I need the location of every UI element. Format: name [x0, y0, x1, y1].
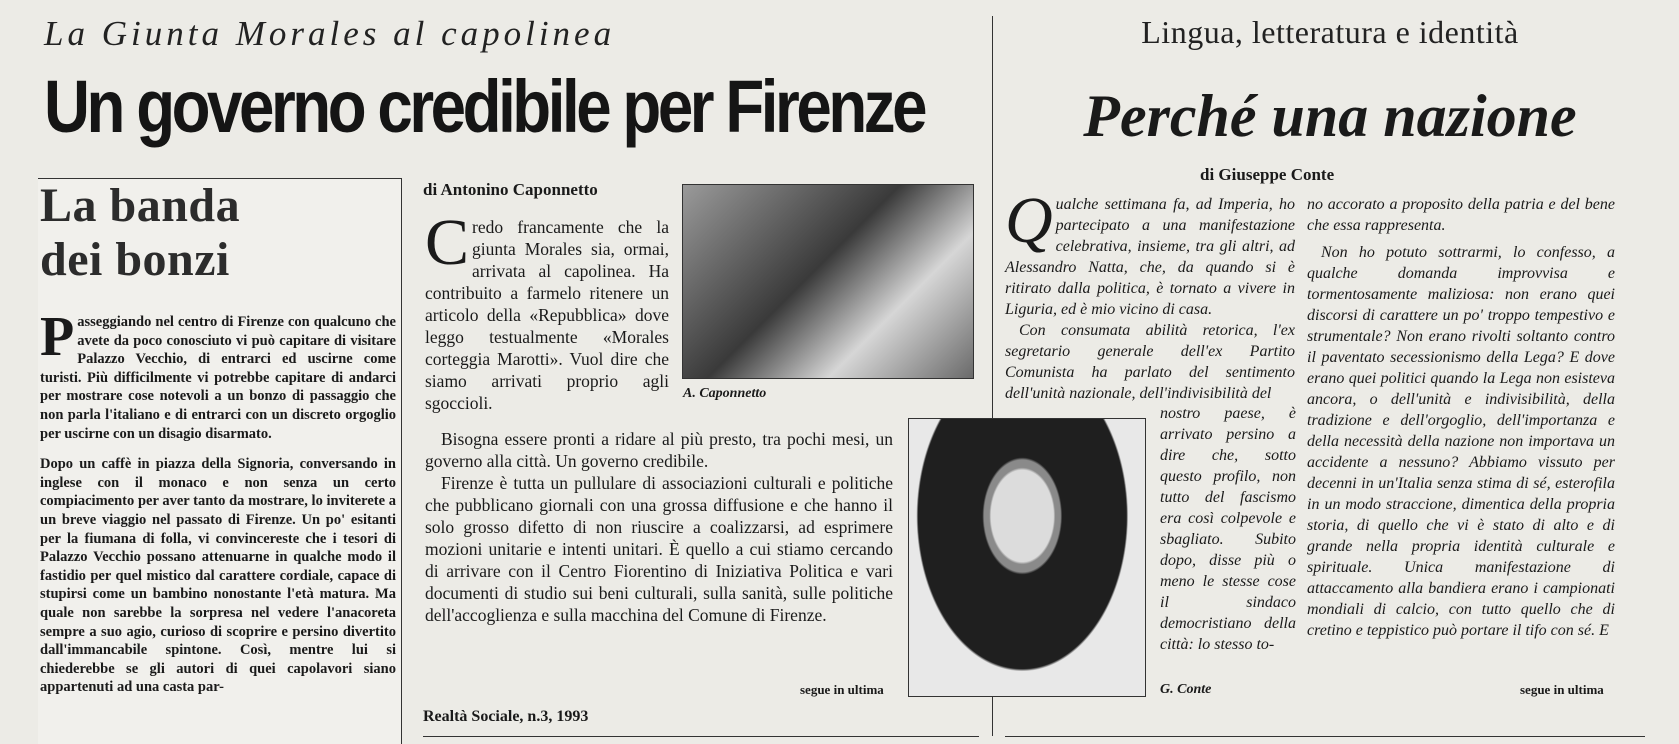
left-headline: Un governo credibile per Firenze — [44, 65, 925, 148]
sidebar-title-line2: dei bonzi — [40, 233, 230, 286]
caponnetto-caption: A. Caponnetto — [683, 386, 767, 401]
middle-paragraph-1: redo francamente che la giunta Morales sia, ormai, arrivata al capolinea. Ha contribuito a farmelo ritenere un articolo della «Repubblica» dove leggo testualmente «Morales corteggia Marotti». Vuol dire che siamo arrivati proprio agli sgoccioli. — [425, 217, 669, 413]
right-paragraph-2-cont: nostro paese, è arrivato persino a dire che, sotto questo profilo, non tutto del fascismo era così colpevole e sbagliato. Subito dopo, disse più o meno le stesse cose il sindaco democristiano della città: lo stesso to- — [1160, 405, 1296, 653]
middle-intro — [425, 206, 669, 414]
right-continued: segue in ultima — [1520, 682, 1604, 697]
right-kicker: Lingua, letteratura e identità — [1141, 14, 1519, 50]
right-byline: di Giuseppe Conte — [1200, 165, 1335, 184]
right-dropcap: Q — [1005, 184, 1053, 257]
middle-body — [425, 428, 893, 626]
source-note: Realtà Sociale, n.3, 1993 — [423, 708, 589, 725]
right-col2-paragraph-2: Non ho potuto sottrarmi, lo confesso, a qualche domanda improvvisa e tormentosamente maliziosa: non erano quei discorsi di carattere un po' troppo tempestivo e strumentale? Non erano rivolti soltanto contro il paventato secessionismo della Lega? E dove erano quei politici quando la Lega non esisteva ancora, o dell'unità e indivisibilità, della tradizione e dell'orgoglio, dell'importanza e della necessità della nazione non importava un accidente a nessuno? Abbiamo vissuto per decenni in un'Italia senza stima di sé, esterofila in un modo straccione, dimentica della propria storia, di quello che vi è stato di alto e di grande nella propria identità culturale e spirituale. Unica manifestazione di attaccamento alla bandiera erano i campionati mondiali di calcio, con tutto quello che di cretino e teppistico può portare il tifo con sé. E — [1307, 244, 1615, 639]
right-column-2 — [1307, 194, 1615, 647]
right-col2-paragraph-1: no accorato a proposito della patria e del bene che essa rappresenta. — [1307, 196, 1615, 234]
right-column-1 — [1005, 184, 1295, 404]
caponnetto-photo — [682, 184, 974, 379]
bottom-rule-middle — [423, 736, 979, 737]
middle-paragraph-2: Bisogna essere pronti a ridare al più presto, tra pochi mesi, un governo alla città. Un governo credibile. — [425, 429, 893, 471]
middle-byline: di Antonino Caponnetto — [423, 180, 598, 199]
sidebar-body — [40, 306, 396, 709]
conte-photo — [908, 418, 1146, 697]
middle-dropcap: C — [425, 206, 470, 279]
middle-paragraph-3: Firenze è tutta un pullulare di associazioni culturali e politiche che pubblicano giornali con una grossa diffusione e che hanno il solo grosso difetto di non riuscire a coalizzarsi, ad esprimere mozioni unitarie e intenti unitari. È quello a cui stiamo cercando di arrivare con il Centro Fiorentino di Iniziativa Politica e vari documenti di studio sui beni culturali, sulla sanità, sulle politiche dell'accoglienza e sulla macchina del Comune di Firenze. — [425, 473, 893, 625]
sidebar-paragraph-2: Dopo un caffè in piazza della Signoria, conversando in inglese con il monaco e non senza un certo compiacimento per aver tanto da mostrare, lo inviterete a un breve viaggio nel passato di Firenze. Un po' esitanti per la fiumana di folla, vi convincereste che i tesori di Palazzo Vecchio possano attenuarne in qualche modo il fastidio per quel mistico dal carattere cordiale, capace di stupirsi come un bambino nonostante l'età matura. Ma quale non sarebbe la sorpresa nel vedere l'anacoreta sempre a suo agio, curioso di scoprire e persino divertito dall'immancabile spintone. Così, mentre lui si chiederebbe se gli autori di quei capolavori siano appartenuti ad una casta par- — [40, 456, 396, 696]
right-paragraph-1: ualche settimana fa, ad Imperia, ho partecipato a una manifestazione celebrativa, insieme, tra gli altri, ad Alessandro Natta, che, da quando si è ritirato dalla politica, è tornato a vivere in Liguria, ed è mio vicino di casa. — [1005, 196, 1295, 318]
conte-caption: G. Conte — [1160, 682, 1212, 697]
sidebar-dropcap: P — [40, 306, 75, 368]
bottom-rule-right — [1005, 736, 1645, 737]
sidebar-title-line1: La banda — [40, 179, 241, 232]
middle-continued: segue in ultima — [800, 682, 884, 697]
sidebar-box — [38, 178, 402, 744]
sidebar-paragraph-1: asseggiando nel centro di Firenze con qualcuno che avete da poco conosciuto vi può capitare di visitare Palazzo Vecchio, di entrarci ed uscirne come turisti. Più difficilmente vi potrebbe capitare di andarci per mostrare cose notevoli a un bonzo di passaggio che non parla l'italiano e di entrarci con un discreto orgoglio per uscirne con un disagio disarmato. — [40, 314, 396, 442]
right-headline: Perché una nazione — [1083, 83, 1577, 149]
sidebar-title — [40, 179, 240, 287]
left-kicker: La Giunta Morales al capolinea — [44, 14, 616, 53]
right-paragraph-2: Con consumata abilità retorica, l'ex segretario generale dell'ex Partito Comunista ha parlato del sentimento dell'unità nazionale, dell'indivisibilità del — [1005, 322, 1295, 402]
